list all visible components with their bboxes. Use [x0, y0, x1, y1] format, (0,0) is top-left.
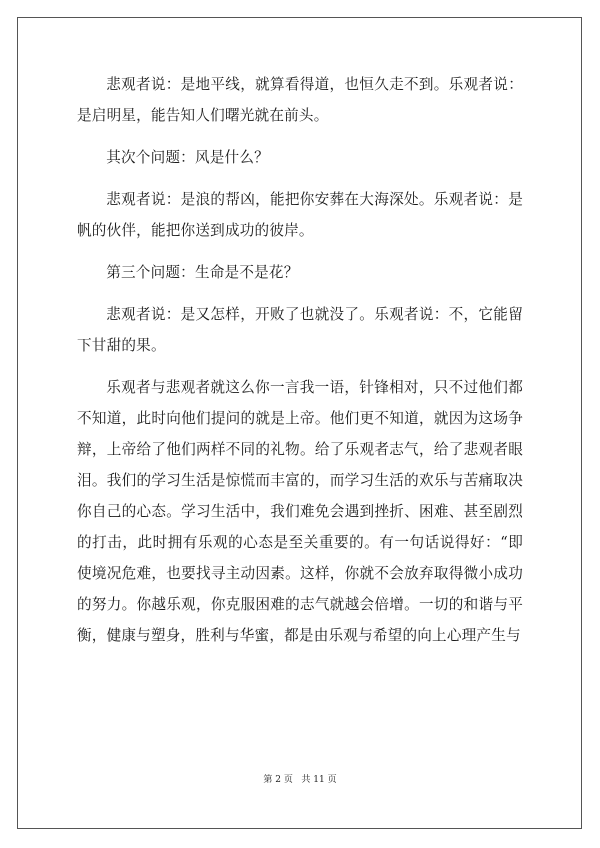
paragraph-6: 乐观者与悲观者就这么你一言我一语，针锋相对，只不过他们都不知道，此时向他们提问的就是上帝。他们更不知道，就因为这场争辩，上帝给了他们两样不同的礼物。给了乐观者志气，给了悲观者眼泪。我们的学习生活是惊慌而丰富的，而学习生活的欢乐与苦痛取决你自己的心态。学习生活中，我们难免会遇到挫折、困难、甚至剧烈的打击，此时拥有乐观的心态是至关重要的。有一句话说得好：“即使境况危难，也要找寻主动因素。这样，你就不会放弃取得微小成功的努力。你越乐观，你克服困难的志气就越会倍增。一切的和谐与平衡，健康与塑身，胜利与华蜜，都是由乐观与希望的向上心理产生与	[77, 379, 523, 644]
paragraph-5: 悲观者说：是又怎样，开败了也就没了。乐观者说：不，它能留下甘甜的果。	[77, 306, 523, 354]
page-number: 第 2 页	[263, 775, 293, 785]
paragraph-2: 其次个问题：风是什么？	[106, 149, 269, 166]
paragraph-4: 第三个问题：生命是不是花？	[106, 264, 299, 281]
page-footer	[0, 772, 600, 785]
paragraph-1: 悲观者说：是地平线，就算看得道，也恒久走不到。乐观者说：是启明星，能告知人们曙光就在前头。	[77, 76, 523, 124]
document-body	[77, 69, 523, 662]
paragraph-3: 悲观者说：是浪的帮凶，能把你安葬在大海深处。乐观者说：是帆的伙伴，能把你送到成功的彼岸。	[77, 191, 523, 239]
page-total: 共 11 页	[301, 775, 337, 785]
